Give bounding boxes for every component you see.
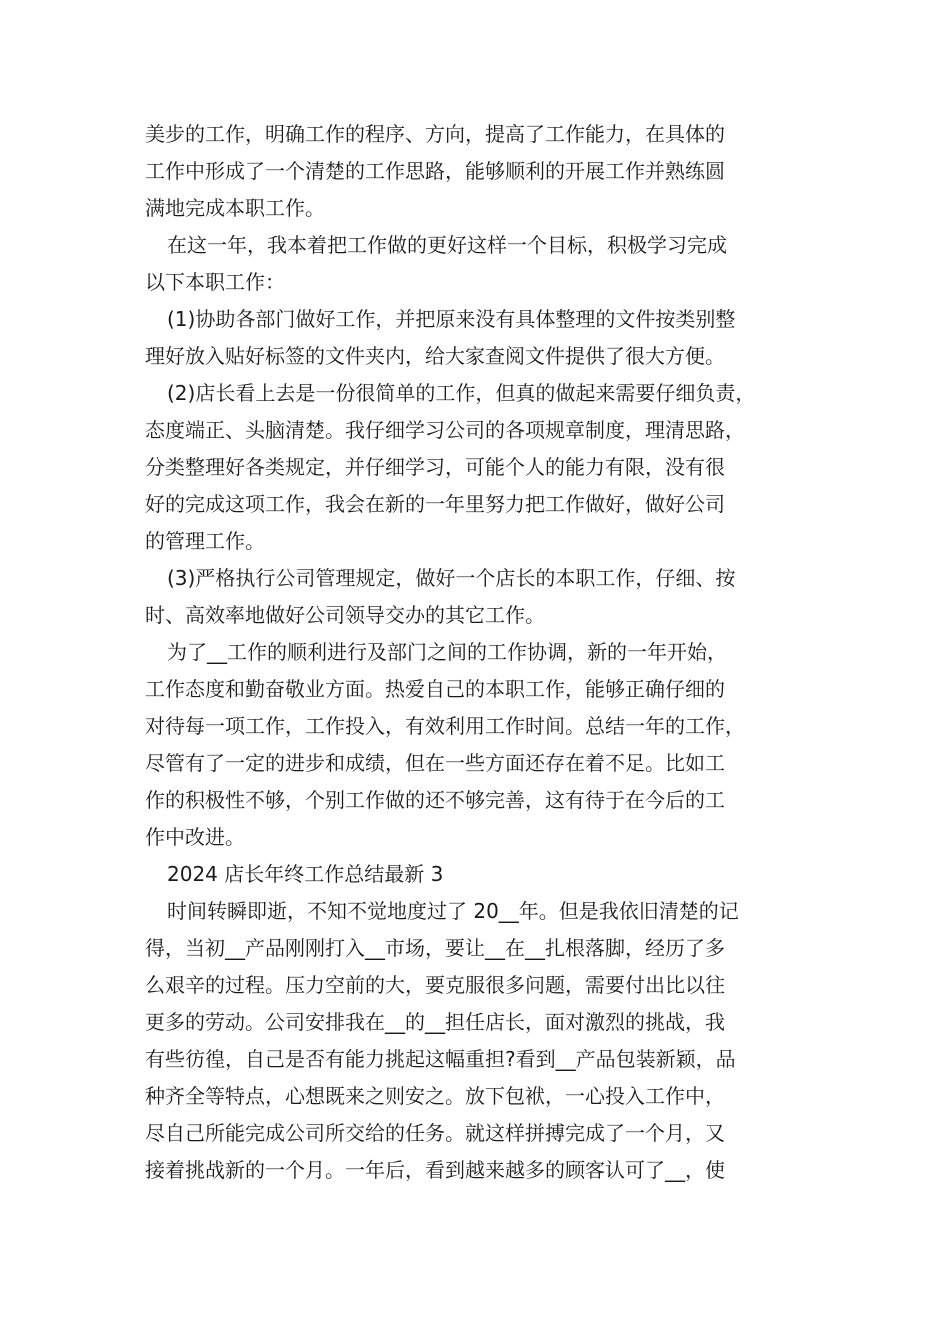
text-line: (2)店长看上去是一份很简单的工作，但真的做起来需要仔细负责， [167, 381, 756, 405]
paragraph [145, 301, 810, 375]
text-line: 时间转瞬即逝，不知不觉地度过了 20__年。但是我依旧清楚的记 [167, 899, 739, 923]
text-line: 分类整理好各类规定，并仔细学习，可能个人的能力有限，没有很 [145, 455, 725, 479]
heading-text: 2024 店长年终工作总结最新 3 [167, 862, 444, 886]
text-line: 对待每一项工作，工作投入，有效利用工作时间。总结一年的工作， [145, 714, 745, 738]
text-line: (3)严格执行公司管理规定，做好一个店长的本职工作，仔细、按 [167, 566, 736, 590]
text-line: 好的完成这项工作，我会在新的一年里努力把工作做好，做好公司 [145, 492, 725, 516]
text-line: 态度端正、头脑清楚。我仔细学习公司的各项规章制度，理清思路， [145, 418, 745, 442]
text-line: 的管理工作。 [145, 529, 265, 553]
text-line: 为了__工作的顺利进行及部门之间的工作协调，新的一年开始， [167, 640, 727, 664]
text-line: 时、高效率地做好公司领导交办的其它工作。 [145, 603, 545, 627]
text-line: 作中改进。 [145, 825, 245, 849]
text-line: 尽自己所能完成公司所交给的任务。就这样拼搏完成了一个月，又 [145, 1121, 725, 1145]
text-line: 在这一年，我本着把工作做的更好这样一个目标，积极学习完成 [167, 233, 727, 257]
text-line: 有些彷徨，自己是否有能力挑起这幅重担?看到__产品包装新颖，品 [145, 1047, 736, 1071]
text-line: 满地完成本职工作。 [145, 196, 325, 220]
paragraph [145, 227, 810, 301]
text-line: 尽管有了一定的进步和成绩，但在一些方面还存在着不足。比如工 [145, 751, 725, 775]
paragraph [145, 116, 810, 227]
paragraph [145, 375, 810, 560]
paragraph [145, 560, 810, 634]
text-line: 么艰辛的过程。压力空前的大，要克服很多问题，需要付出比以往 [145, 973, 725, 997]
document-body [145, 116, 810, 1189]
text-line: 理好放入贴好标签的文件夹内，给大家查阅文件提供了很大方便。 [145, 344, 725, 368]
text-line: 种齐全等特点，心想既来之则安之。放下包袱，一心投入工作中， [145, 1084, 725, 1108]
paragraph [145, 893, 810, 1189]
section-heading [145, 856, 810, 893]
text-line: (1)协助各部门做好工作，并把原来没有具体整理的文件按类别整 [167, 307, 736, 331]
text-line: 接着挑战新的一个月。一年后，看到越来越多的顾客认可了__，使 [145, 1158, 725, 1182]
text-line: 美步的工作，明确工作的程序、方向，提高了工作能力，在具体的 [145, 122, 725, 146]
text-line: 作的积极性不够，个别工作做的还不够完善，这有待于在今后的工 [145, 788, 725, 812]
text-line: 工作态度和勤奋敬业方面。热爱自己的本职工作，能够正确仔细的 [145, 677, 725, 701]
text-line: 以下本职工作： [145, 270, 285, 294]
text-line: 工作中形成了一个清楚的工作思路，能够顺利的开展工作并熟练圆 [145, 159, 725, 183]
text-line: 更多的劳动。公司安排我在__的__担任店长，面对激烈的挑战，我 [145, 1010, 725, 1034]
text-line: 得，当初__产品刚刚打入__市场，要让__在__扎根落脚，经历了多 [145, 936, 725, 960]
paragraph [145, 634, 810, 856]
